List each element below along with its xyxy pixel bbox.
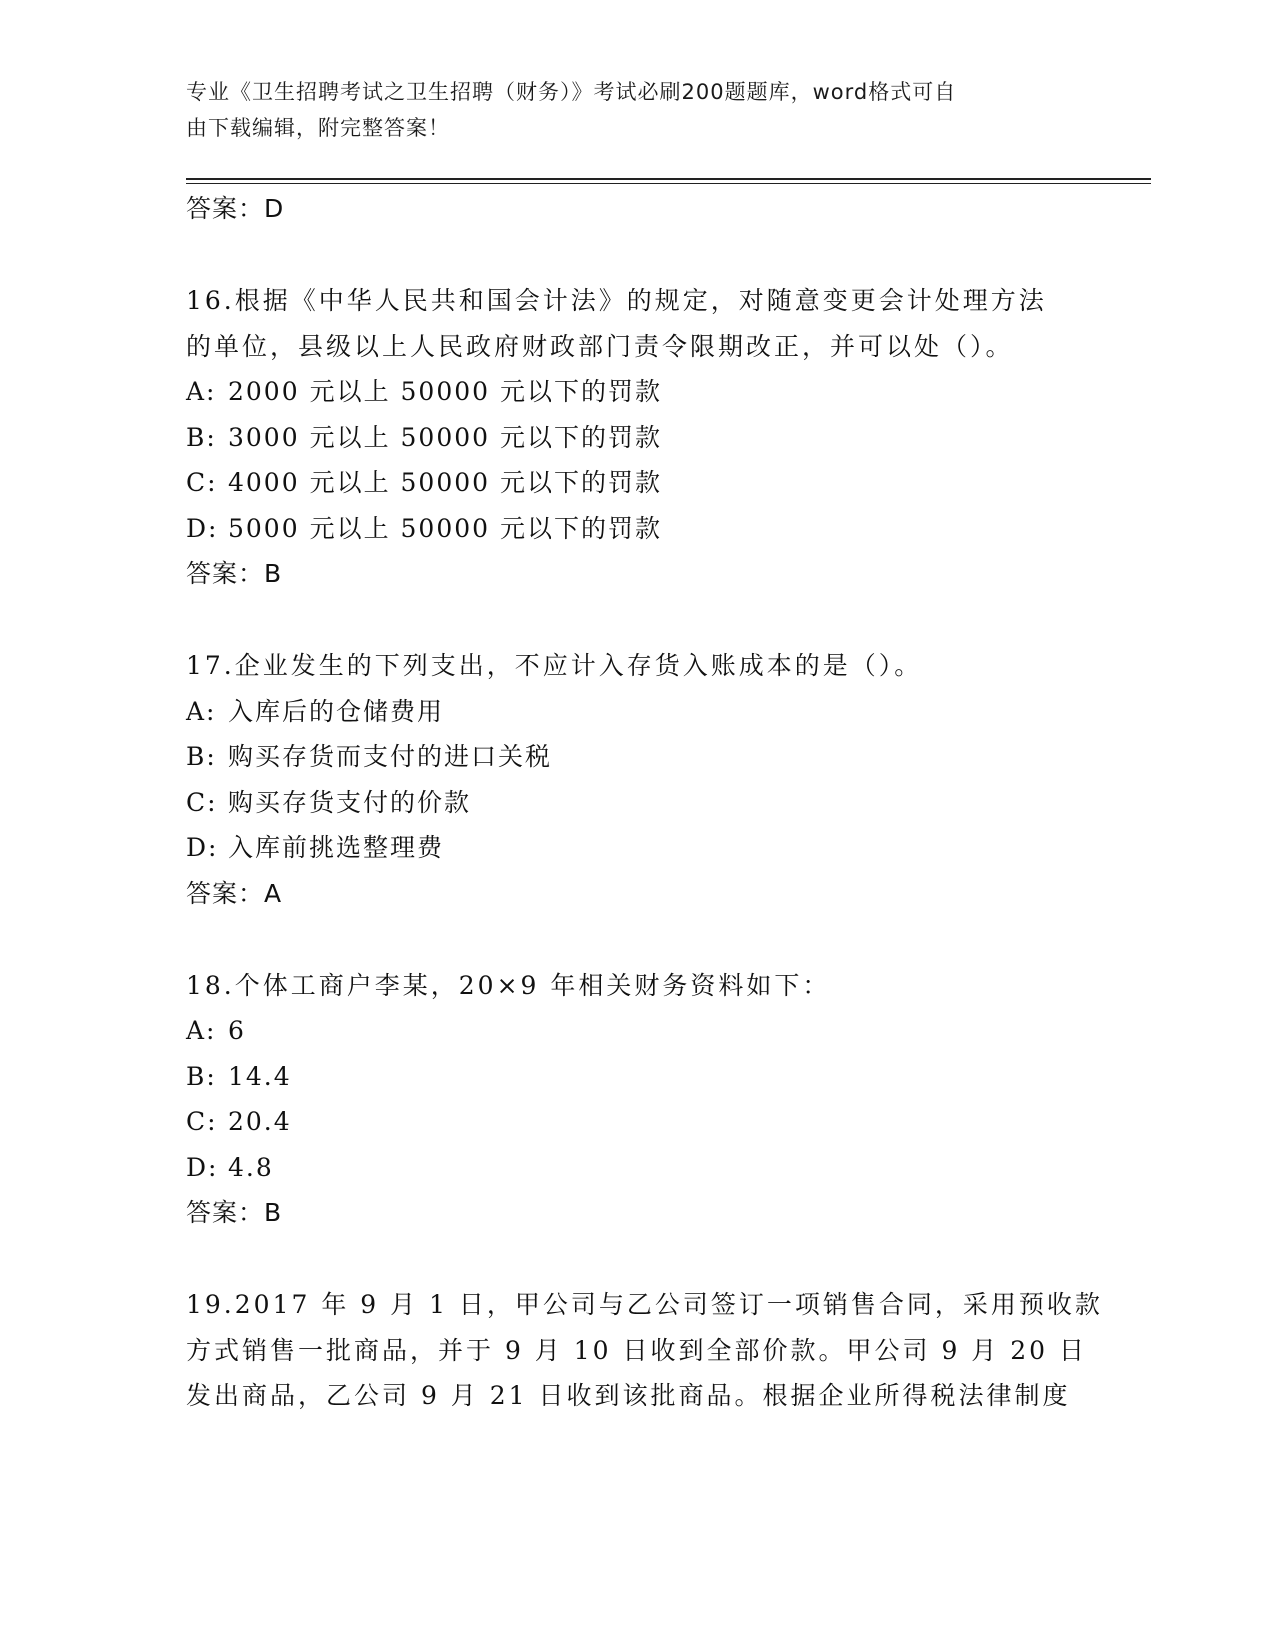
option-letter: B:: [186, 422, 217, 452]
option-c: [186, 780, 1086, 826]
question-block: [186, 278, 1086, 597]
answer-line: 答案：B: [186, 1198, 283, 1227]
option-letter: C:: [186, 468, 218, 497]
option-text: 购买存货而支付的进口关税: [228, 742, 553, 771]
option-letter: A:: [186, 377, 217, 406]
question-text: 的单位，县级以上人民政府财政部门责令限期改正，并可以处（）。: [186, 331, 1014, 361]
option-b: [186, 734, 1086, 780]
document-body: [186, 186, 1103, 1419]
question-text: 18.个体工商户李某，20×9 年相关财务资料如下：: [186, 970, 831, 1000]
option-letter: D:: [186, 1152, 219, 1182]
option-letter: A:: [186, 696, 217, 726]
option-text: 入库前挑选整理费: [228, 833, 445, 862]
option-letter: D:: [186, 833, 219, 862]
option-letter: A:: [186, 1016, 217, 1045]
spacer: [186, 597, 1086, 643]
option-b: [186, 1054, 1086, 1100]
option-a: [186, 1008, 1086, 1054]
answer-line: 答案：B: [186, 559, 283, 588]
option-letter: D:: [186, 513, 219, 543]
option-text: 2000 元以上 50000 元以下的罚款: [228, 377, 662, 406]
option-c: [186, 1099, 1086, 1145]
option-letter: B:: [186, 742, 217, 771]
header-line-2: 由下载编辑，附完整答案！: [186, 116, 450, 140]
option-text: 入库后的仓储费用: [228, 696, 445, 726]
question-text: 17.企业发生的下列支出，不应计入存货入账成本的是（）。: [186, 651, 923, 680]
option-letter: C:: [186, 787, 218, 817]
question-text: 19.2017 年 9 月 1 日，甲公司与乙公司签订一项销售合同，采用预收款: [186, 1290, 1103, 1319]
option-text: 20.4: [228, 1107, 292, 1136]
question-text: 方式销售一批商品，并于 9 月 10 日收到全部价款。甲公司 9 月 20 日: [186, 1335, 1088, 1365]
answer-line: 答案：D: [186, 194, 285, 223]
option-a: [186, 689, 1086, 735]
question-block: [186, 1282, 1103, 1419]
option-a: [186, 369, 1086, 415]
page-header: [186, 74, 1066, 146]
option-d: [186, 506, 1086, 552]
spacer: [186, 232, 1086, 278]
option-d: [186, 825, 1086, 871]
option-text: 6: [228, 1016, 246, 1045]
option-text: 5000 元以上 50000 元以下的罚款: [228, 513, 662, 543]
spacer: [186, 917, 1086, 963]
answer-line: 答案：A: [186, 878, 283, 908]
option-text: 3000 元以上 50000 元以下的罚款: [228, 422, 662, 452]
option-b: [186, 415, 1086, 461]
question-block: [186, 963, 1086, 1237]
header-line-1: 专业《卫生招聘考试之卫生招聘（财务）》考试必刷200题题库，word格式可自: [186, 80, 957, 104]
question-block: [186, 643, 1086, 917]
header-rule-thick: [186, 178, 1151, 180]
option-d: [186, 1145, 1086, 1191]
question-text: 发出商品，乙公司 9 月 21 日收到该批商品。根据企业所得税法律制度: [186, 1381, 1071, 1410]
option-letter: B:: [186, 1061, 217, 1091]
spacer: [186, 1236, 1086, 1282]
header-rule-thin: [186, 183, 1151, 184]
option-text: 14.4: [228, 1061, 292, 1091]
option-text: 购买存货支付的价款: [228, 787, 472, 817]
option-c: [186, 460, 1086, 506]
option-letter: C:: [186, 1107, 218, 1136]
option-text: 4000 元以上 50000 元以下的罚款: [228, 468, 662, 497]
question-text: 16.根据《中华人民共和国会计法》的规定，对随意变更会计处理方法: [186, 286, 1047, 315]
option-text: 4.8: [228, 1152, 274, 1182]
